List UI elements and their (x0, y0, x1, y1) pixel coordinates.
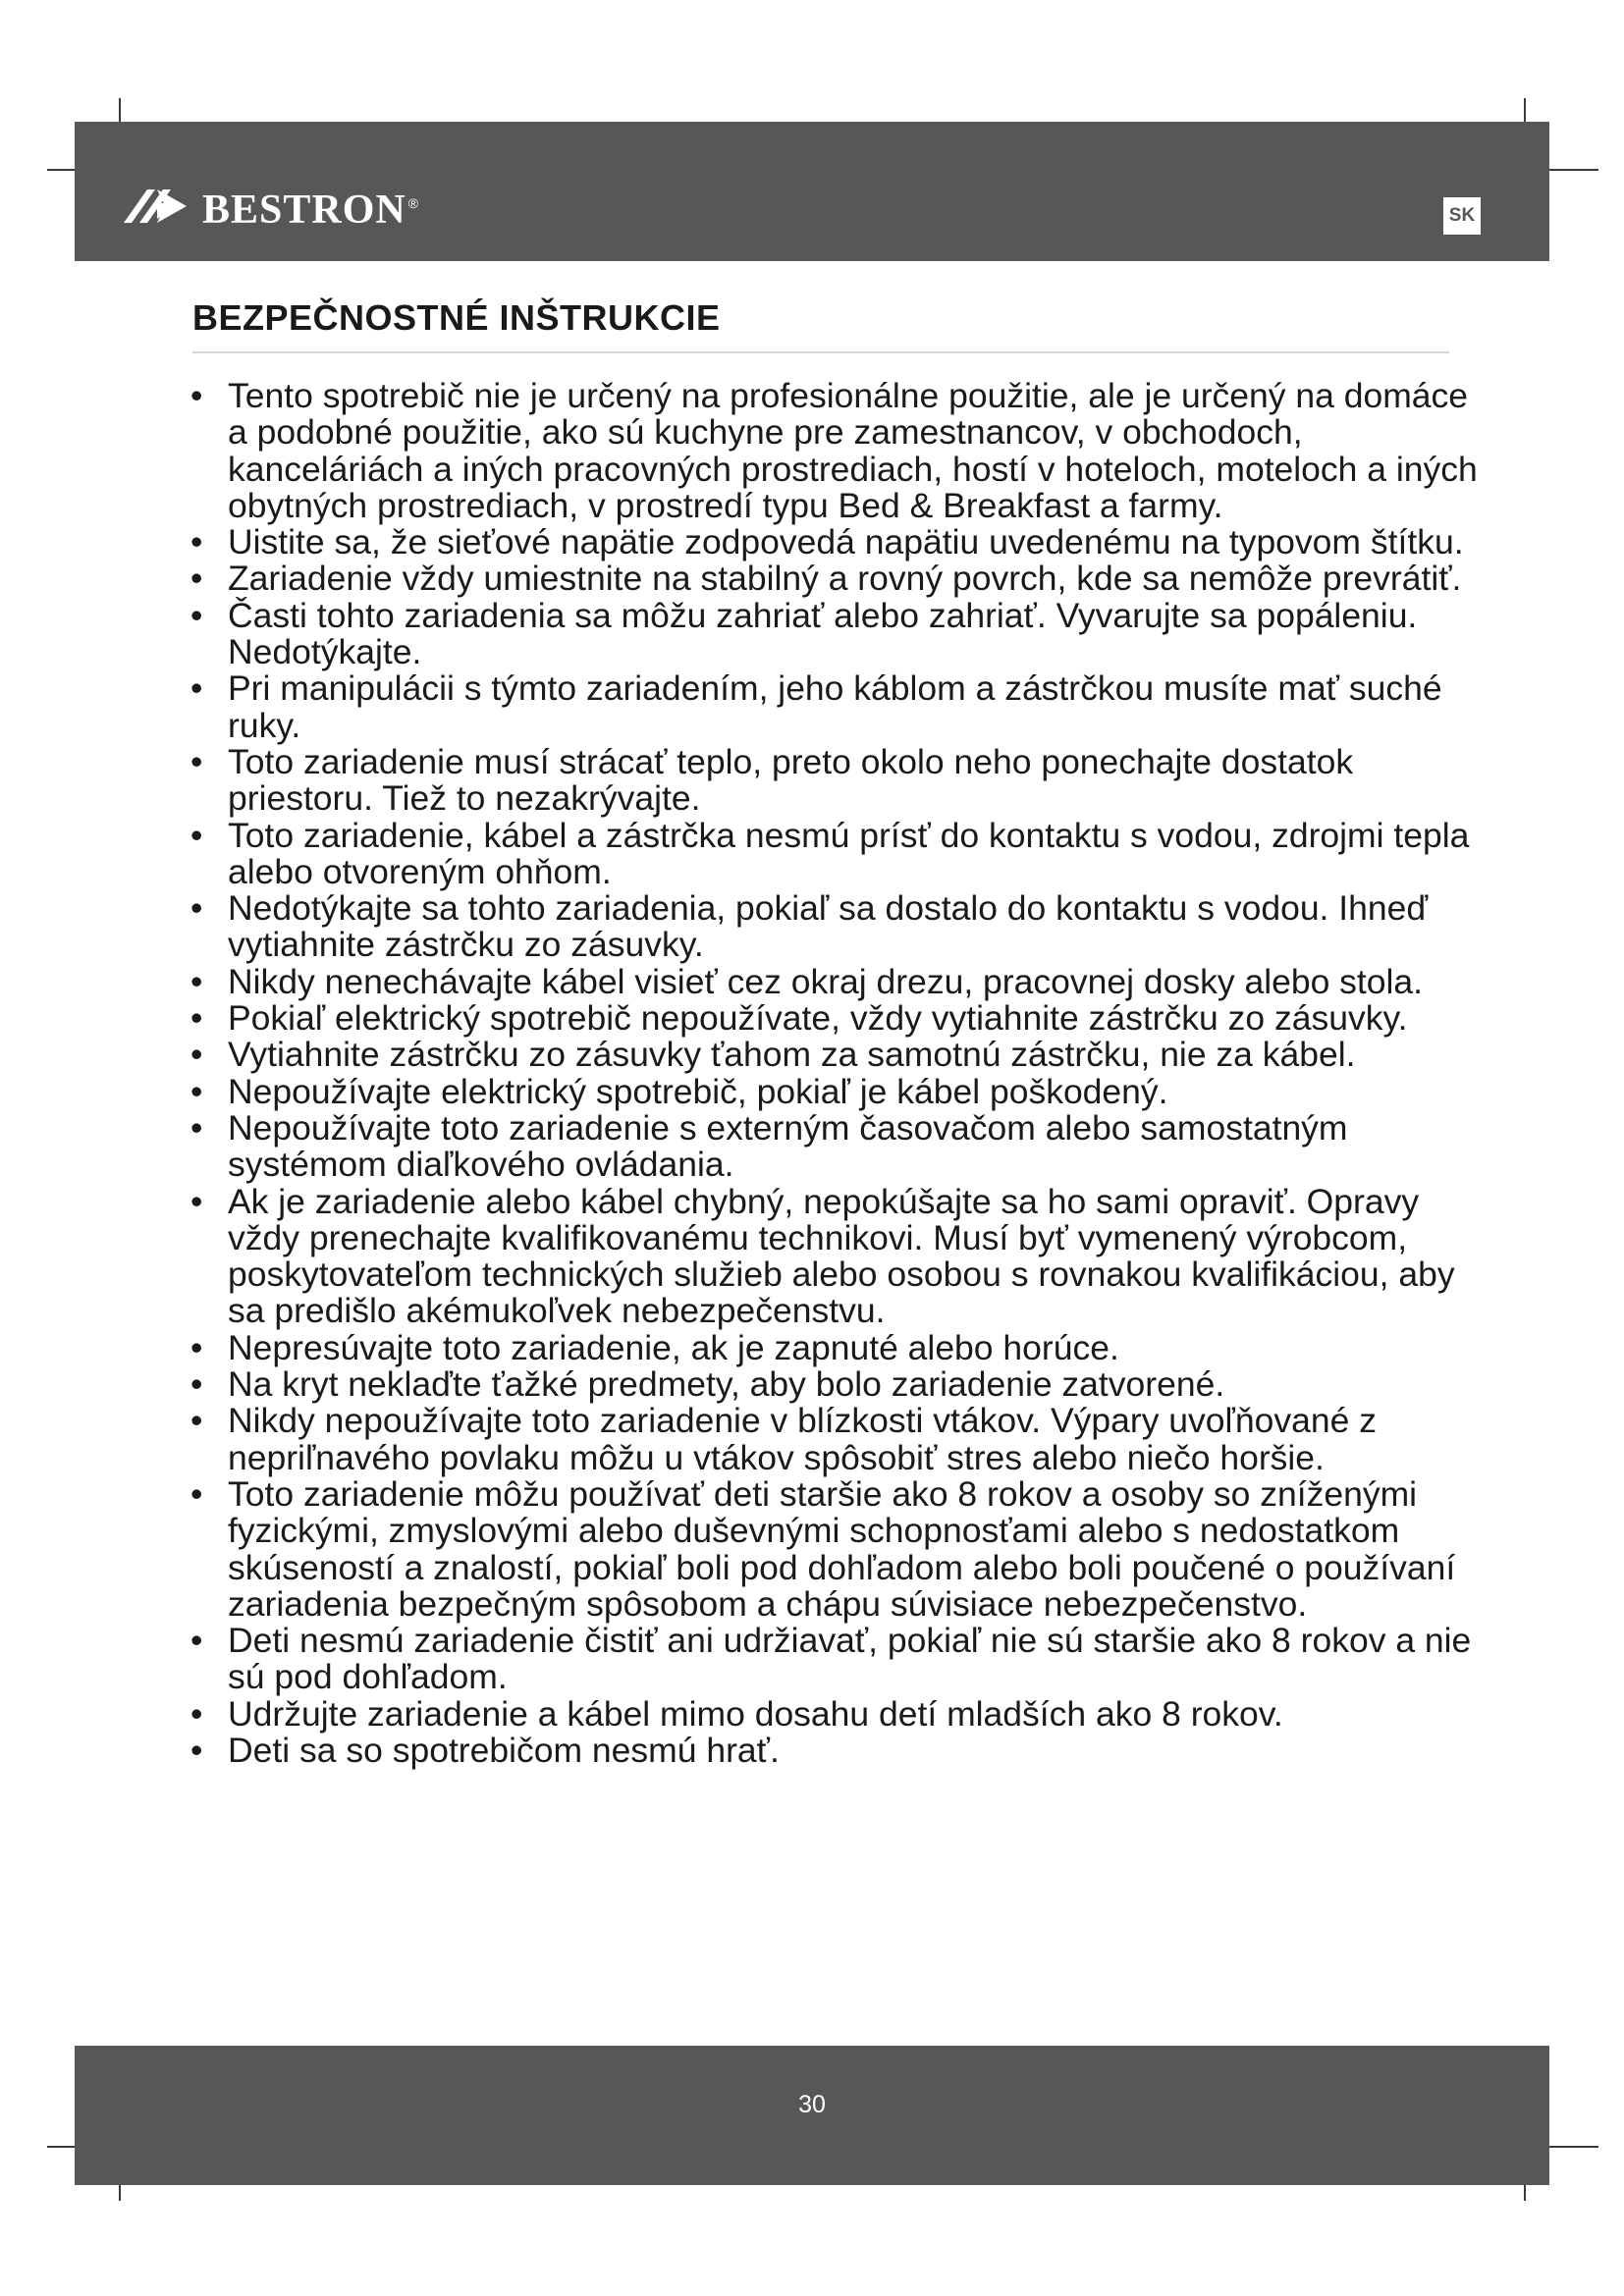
list-item-text: Uistite sa, že sieťové napätie zodpovedá napätiu uvedenému na typovom štítku. (228, 522, 1464, 562)
list-item-text: Toto zariadenie, kábel a zástrčka nesmú prísť do kontaktu s vodou, zdrojmi tepla alebo otvoreným ohňom. (228, 815, 1470, 891)
list-item (185, 595, 1489, 672)
list-item (185, 670, 1489, 744)
list-item-text: Nepresúvajte toto zariadenie, ak je zapnuté alebo horúce. (228, 1327, 1119, 1367)
instructions-list (185, 378, 1489, 1769)
bullet-icon: • (190, 1181, 203, 1221)
list-item-text: Toto zariadenie môžu používať deti staršie ako 8 rokov a osoby so zníženými fyzickými, zmyslovými alebo duševnými schopnosťami alebo s nedostatkom skúseností a znalostí, pokiaľ boli pod dohľadom alebo boli poučené o používaní zariadenia bezpečným spôsobom a chápu súvisiace nebezpečenstvo. (228, 1473, 1456, 1624)
list-item-text: Na kryt neklaďte ťažké predmety, aby bolo zariadenie zatvorené. (228, 1364, 1225, 1405)
list-item (185, 1000, 1489, 1037)
list-item-text: Nedotýkajte sa tohto zariadenia, pokiaľ sa dostalo do kontaktu s vodou. Ihneď vytiahnite zástrčku zo zásuvky. (228, 888, 1429, 965)
bullet-icon: • (190, 595, 203, 635)
bullet-icon: • (190, 1035, 203, 1075)
list-item-text: Vytiahnite zástrčku zo zásuvky ťahom za samotnú zástrčku, nie za kábel. (228, 1035, 1356, 1075)
list-item (185, 1181, 1489, 1331)
list-item-text: Zariadenie vždy umiestnite na stabilný a rovný povrch, kde sa nemôže prevrátiť. (228, 559, 1462, 599)
instructions-section (185, 378, 1489, 1769)
list-item-text: Deti sa so spotrebičom nesmú hrať. (228, 1730, 780, 1770)
footer-band (75, 2046, 1549, 2185)
list-item (185, 561, 1489, 597)
list-item-text: Udržujte zariadenie a kábel mimo dosahu detí mladších ako 8 rokov. (228, 1693, 1283, 1734)
list-item-text: Nepoužívajte elektrický spotrebič, pokiaľ je kábel poškodený. (228, 1071, 1168, 1111)
bullet-icon: • (190, 1401, 203, 1441)
list-item-text: Nepoužívajte toto zariadenie s externým časovačom alebo samostatným systémom diaľkového ovládania. (228, 1107, 1348, 1185)
list-item (185, 1327, 1489, 1367)
bullet-icon: • (190, 376, 203, 415)
list-item (185, 741, 1489, 819)
header-band (75, 122, 1549, 261)
list-item-text: Toto zariadenie musí strácať teplo, preto okolo neho ponechajte dostatok priestoru. Tiež to nezakrývajte. (228, 741, 1354, 819)
bullet-icon: • (190, 1621, 203, 1661)
list-item-text: Pri manipulácii s týmto zariadením, jeho káblom a zástrčkou musíte mať suché ruky. (228, 668, 1442, 745)
list-item (185, 890, 1489, 964)
list-item (185, 378, 1489, 524)
list-item (185, 524, 1489, 561)
page-number: 30 (798, 2091, 826, 2118)
bullet-icon: • (190, 1473, 203, 1514)
bullet-icon: • (190, 1364, 203, 1405)
list-item (185, 1693, 1489, 1734)
list-item-text: Pokiaľ elektrický spotrebič nepoužívate, vždy vytiahnite zástrčku zo zásuvky. (228, 998, 1408, 1039)
crop-mark-bottom-right-horizontal (1547, 2146, 1598, 2148)
bullet-icon: • (190, 1107, 203, 1148)
language-badge: SK (1443, 197, 1481, 235)
list-item-text: Nikdy nepoužívajte toto zariadenie v blízkosti vtákov. Výpary uvoľňované z nepriľnavého povlaku môžu u vtákov spôsobiť stres alebo niečo horšie. (228, 1401, 1377, 1477)
list-item (185, 1037, 1489, 1073)
bullet-icon: • (190, 559, 203, 599)
bullet-icon: • (190, 1071, 203, 1111)
bullet-icon: • (190, 961, 203, 1001)
bullet-icon: • (190, 888, 203, 929)
list-item (185, 1730, 1489, 1770)
bullet-icon: • (190, 1693, 203, 1734)
bullet-icon: • (190, 1327, 203, 1367)
brand-logo (122, 183, 420, 233)
crop-mark-top-right-horizontal (1547, 169, 1598, 171)
list-item (185, 1071, 1489, 1111)
list-item (185, 1366, 1489, 1403)
list-item (185, 1403, 1489, 1476)
chevron-logo-icon (122, 184, 190, 229)
list-item (185, 1473, 1489, 1624)
bullet-icon: • (190, 741, 203, 781)
brand-wordmark: BESTRON ® (202, 187, 420, 233)
list-item (185, 815, 1489, 891)
bullet-icon: • (190, 1730, 203, 1770)
list-item (185, 961, 1489, 1001)
bullet-icon: • (190, 815, 203, 855)
page-title: BEZPEČNOSTNÉ INŠTRUKCIE (192, 297, 721, 338)
list-item-text: Nikdy nenechávajte kábel visieť cez okraj drezu, pracovnej dosky alebo stola. (228, 961, 1424, 1001)
list-item (185, 1107, 1489, 1185)
title-divider (192, 351, 1449, 353)
list-item-text: Tento spotrebič nie je určený na profesionálne použitie, ale je určený na domáce a podobné použitie, ako sú kuchyne pre zamestnancov, v obchodoch, kanceláriách a iných pracovných prostrediach, hostí v hoteloch, moteloch a iných obytných prostrediach, v prostredí typu Bed & Breakfast a farmy. (228, 376, 1478, 525)
bullet-icon: • (190, 522, 203, 562)
list-item-text: Deti nesmú zariadenie čistiť ani udržiavať, pokiaľ nie sú staršie ako 8 rokov a nie sú pod dohľadom. (228, 1621, 1472, 1697)
list-item-text: Ak je zariadenie alebo kábel chybný, nepokúšajte sa ho sami opraviť. Opravy vždy prenechajte kvalifikovanému technikovi. Musí byť vymenený výrobcom, poskytovateľom technických služieb alebo osobou s rovnakou kvalifikáciou, aby sa predišlo akémukoľvek nebezpečenstvu. (228, 1181, 1455, 1331)
list-item (185, 1623, 1489, 1696)
list-item-text: Časti tohto zariadenia sa môžu zahriať alebo zahriať. Vyvarujte sa popáleniu. Nedotýkajte. (228, 595, 1418, 672)
bullet-icon: • (190, 668, 203, 709)
bullet-icon: • (190, 998, 203, 1039)
